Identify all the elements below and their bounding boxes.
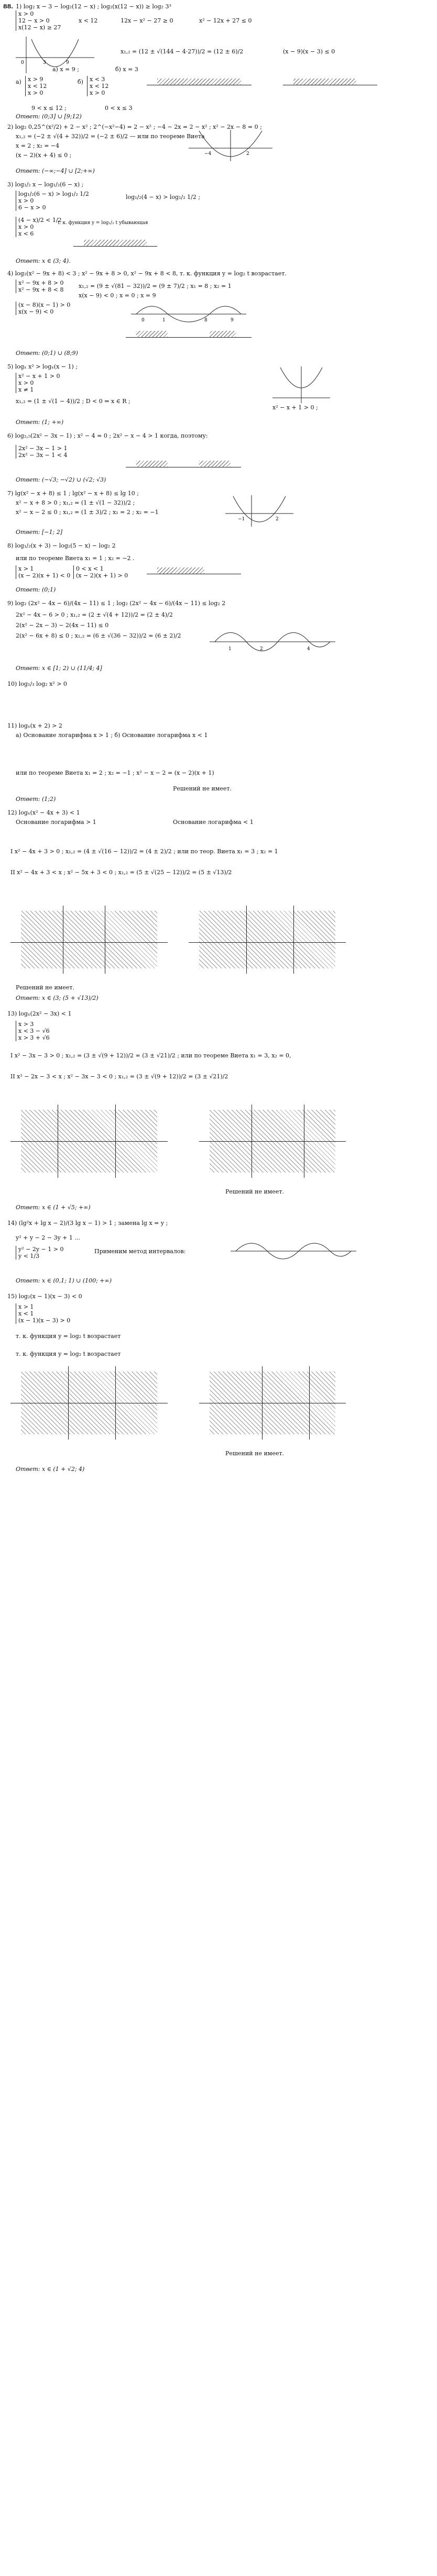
number-line-hatch <box>157 567 204 574</box>
problem-11-statement: 11) logₓ(x + 2) > 2 <box>7 722 62 729</box>
text-line: 12x − x² − 27 ≥ 0 <box>121 17 173 24</box>
system-line: x > 0 <box>18 197 34 204</box>
answer: Ответ: (0;3] ∪ [9;12) <box>16 113 82 120</box>
problem-12-statement: 12) logₓ(x² − 4x + 3) < 1 <box>7 809 80 816</box>
problem-10-statement: 10) log₁/₃ log₂ x² > 0 <box>7 681 67 687</box>
region-hatch <box>199 911 335 968</box>
problem-1-statement: 1) log₂ x − 3 − log₂(12 − x) ; log₂(x(12 − x)) ≥ log₂ 3³ <box>16 3 171 10</box>
tick-label: 1 <box>162 318 166 323</box>
answer: Ответ: x ∈ [1; 2) ∪ (11/4; 4] <box>16 665 102 672</box>
text-line: 2(x² − 2x − 3) − 2(4x − 11) ≤ 0 <box>16 622 109 629</box>
text-line: Применим метод интервалов: <box>94 1248 186 1255</box>
guide-line <box>68 1366 69 1440</box>
text-line: б) x = 3 <box>115 66 138 73</box>
problem-8-statement: 8) log₁/₂(x + 3) − log₂(5 − x) − log₂ 2 <box>7 542 116 549</box>
system-line: (x − 8)(x − 1) > 0 <box>18 302 71 308</box>
text-line: 0 < x ≤ 3 <box>105 105 133 111</box>
text-line: a) Основание логарифма x > 1 ; б) Основание логарифма x < 1 <box>16 732 208 739</box>
number-line-hatch <box>136 461 168 467</box>
region-hatch <box>21 911 157 968</box>
tick-label: 9 <box>231 318 234 323</box>
system-line: x > 3 <box>18 1021 34 1028</box>
text-line: II x² − 2x − 3 < x ; x² − 3x − 3 < 0 ; x₁,₂ = (3 ± √(9 + 12))/2 = (3 ± √21)/2 <box>10 1073 228 1080</box>
text-line: x₁,₂ = (9 ± √(81 − 32))/2 = (9 ± 7)/2 ; x₁ = 8 ; x₂ = 1 <box>79 283 232 289</box>
system-line: x² − x + 1 > 0 <box>18 373 60 380</box>
number-line-hatch <box>136 331 168 337</box>
text-line: t. к. функция y = log₁/₂ t убывающая <box>58 220 148 226</box>
text-line: Основание логарифма < 1 <box>173 819 254 826</box>
answer: Ответ: (1; +∞) <box>16 419 64 426</box>
problem-13-statement: 13) logₓ(2x² − 3x) < 1 <box>7 1010 72 1017</box>
answer: Ответ: x ∈ (1 + √2; 4) <box>16 1466 85 1473</box>
system-line: x > 0 <box>90 90 105 96</box>
system-line: x(12 − x) ≥ 27 <box>18 24 61 31</box>
number-line <box>10 1141 168 1142</box>
system-13 <box>16 1021 50 1041</box>
text-line: Решений не имеет. <box>225 1450 284 1457</box>
case-label: a) <box>16 79 21 85</box>
text-line: x² − x + 8 > 0 ; x₁,₂ = (1 ± √(1 − 32))/2 ; <box>16 499 135 506</box>
number-line <box>126 337 252 338</box>
tick-label: 0 <box>21 60 24 65</box>
system-line: x < 3 − √6 <box>18 1028 50 1034</box>
answer: Ответ: (1;2) <box>16 796 56 802</box>
text-line: x < 12 <box>79 17 98 24</box>
system-line: x ≠ 1 <box>18 386 34 393</box>
case-label: б) <box>78 79 83 85</box>
text-line: 2(x² − 6x + 8) ≤ 0 ; x₁,₂ = (6 ± √(36 − 32))/2 = (6 ± 2)/2 <box>16 632 181 639</box>
system-case-b <box>87 76 108 96</box>
problem-6-statement: 6) log₂,₅(2x² − 3x − 1) ; x² − 4 = 0 ; 2x² − x − 4 > 1 когда, поэтому: <box>7 432 208 439</box>
system-4a <box>16 280 63 293</box>
text-line: т. к. функция y = log₂ t возрастает <box>16 1351 121 1357</box>
number-line <box>10 942 168 943</box>
system-4b <box>16 302 70 315</box>
text-line: a) x = 9 ; <box>52 66 79 73</box>
problem-14-statement: 14) (lg²x + lg x − 2)/(3 lg x − 1) > 1 ; замена lg x = y ; <box>7 1220 168 1226</box>
text-line: x² − x + 1 > 0 ; <box>272 404 318 411</box>
number-line-hatch <box>199 461 231 467</box>
text-line: x² − x − 2 ≤ 0 ; x₁,₂ = (1 ± 3)/2 ; x₁ = 2 ; x₂ = −1 <box>16 509 159 516</box>
interval-graph-14 <box>231 1235 356 1262</box>
text-line: x₁,₂ = (−2 ± √(4 + 32))/2 = (−2 ± 6)/2 — или по теореме Виета <box>16 133 205 140</box>
system-line: 2x² − 3x − 1 > 1 <box>18 445 68 452</box>
system-line: x(x − 9) < 0 <box>18 308 54 315</box>
interval-graph-4 <box>131 298 246 325</box>
tick-label: 2 <box>246 151 249 157</box>
text-line: или по теореме Виета x₁ = 1 ; x₂ = −2 . <box>16 555 135 562</box>
system-line: (x − 2)(x + 1) < 0 <box>18 572 71 579</box>
system-line: 0 < x < 1 <box>76 565 104 572</box>
system-line: (x − 2)(x + 1) > 0 <box>76 572 128 579</box>
number-line-hatch <box>293 79 356 85</box>
system-14 <box>16 1246 63 1259</box>
problem-2-statement: 2) log₂ 0,25^(x²/2) + 2 − x² ; 2^(−x²−4) = 2 − x² ; −4 − 2x = 2 − x² ; x² − 2x − 8 = 0 ; <box>7 124 262 130</box>
text-line: I x² − 3x − 3 > 0 ; x₁,₂ = (3 ± √(9 + 12))/2 = (3 ± √21)/2 ; или по теореме Виета x₁ = 3, x₂ = 0, <box>10 1052 291 1059</box>
text-line: Основание логарифма > 1 <box>16 819 96 826</box>
system-line: x < 12 <box>90 83 109 90</box>
problem-9-statement: 9) log₂ (2x² − 4x − 6)/(4x − 11) ≤ 1 ; log₂ (2x² − 4x − 6)/(4x − 11) ≤ log₂ 2 <box>7 600 226 607</box>
guide-line <box>309 1366 310 1440</box>
problem-5-statement: 5) logₓ x² > logₓ(x − 1) ; <box>7 363 78 370</box>
tick-label: −4 <box>204 151 212 157</box>
system-line: x > 9 <box>28 76 43 83</box>
text-line: Решений не имеет. <box>16 984 74 991</box>
problem-number: 88. <box>3 3 14 10</box>
parabola-graph-7 <box>225 495 293 527</box>
system-line: x < 1 <box>18 1310 34 1317</box>
text-line: Решений не имеет. <box>225 1188 284 1195</box>
system-8b <box>73 565 128 579</box>
text-line: 9 < x ≤ 12 ; <box>31 105 67 111</box>
system-3a <box>16 191 89 211</box>
tick-label: 3 <box>43 60 46 65</box>
system-line: x² − 9x + 8 > 0 <box>18 280 64 286</box>
problem-15-statement: 15) log₂(x − 1)(x − 3) < 0 <box>7 1293 82 1300</box>
number-line <box>73 246 157 247</box>
number-line-hatch <box>84 240 147 246</box>
system-line: y < 1/3 <box>18 1253 40 1259</box>
system-case-a <box>25 76 47 96</box>
system-line: x > 1 <box>18 565 34 572</box>
text-line: log₁/₂(4 − x) > log₁/₂ 1/2 ; <box>126 194 201 200</box>
answer: Ответ: x ∈ (3; (5 + √13)/2) <box>16 995 99 1001</box>
tick-label: 8 <box>204 318 207 323</box>
problem-7-statement: 7) lg(x² − x + 8) ≤ 1 ; lg(x² − x + 8) ≤ lg 10 ; <box>7 490 139 497</box>
parabola-graph-5 <box>272 366 330 403</box>
system-line: x > 0 <box>28 90 43 96</box>
answer: Ответ: (0;1) ∪ (8;9) <box>16 350 78 356</box>
system-8a <box>16 565 70 579</box>
system-line: x > 0 <box>18 10 34 17</box>
system-line: x < 6 <box>18 230 34 237</box>
guide-line <box>115 1366 116 1440</box>
answer: Ответ: (−∞;−4] ∪ [2;+∞) <box>16 168 95 174</box>
number-line-hatch <box>210 331 236 337</box>
system-line: x < 3 <box>90 76 105 83</box>
text-line: x² − 12x + 27 ≤ 0 <box>199 17 252 24</box>
problem-4-statement: 4) log₂(x² − 9x + 8) < 3 ; x² − 9x + 8 > 0, x² − 9x + 8 < 8, т. к. функция y = log₂ t возрастает. <box>7 270 287 277</box>
text-line: x = 2 ; x₂ = −4 <box>16 142 60 149</box>
system-5 <box>16 373 60 393</box>
system-line: 6 − x > 0 <box>18 204 46 211</box>
tick-label: 9 <box>66 60 69 65</box>
problem-3-statement: 3) log₁/₂ x − log₁/₂(6 − x) ; <box>7 181 84 188</box>
tick-label: 2 <box>276 517 279 522</box>
tick-label: 4 <box>307 646 310 652</box>
tick-label: −1 <box>238 517 245 522</box>
text-line: y² + y − 2 − 3y + 1 ... <box>16 1234 80 1241</box>
system-line: x > 0 <box>18 380 34 386</box>
text-line: или по теореме Виета x₁ = 2 ; x₂ = −1 ; x² − x − 2 = (x − 2)(x + 1) <box>16 770 214 776</box>
system-15 <box>16 1303 70 1324</box>
system-line: x < 12 <box>28 83 47 90</box>
text-line: т. к. функция y = log₂ t возрастает <box>16 1333 121 1340</box>
text-line: (x − 2)(x + 4) ≤ 0 ; <box>16 152 72 159</box>
answer: Ответ: x ∈ (1 + √5; +∞) <box>16 1204 91 1211</box>
system-6 <box>16 445 67 459</box>
system-line: x > 0 <box>18 224 34 230</box>
system-line: x > 3 + √6 <box>18 1034 50 1041</box>
number-line <box>189 942 346 943</box>
guide-line <box>246 906 247 974</box>
system-line: (x − 1)(x − 3) > 0 <box>18 1317 71 1324</box>
system-line: (4 − x)/2 < 1/2 <box>18 217 62 224</box>
parabola-graph-2 <box>189 130 272 161</box>
answer: Ответ: x ∈ (0,1; 1) ∪ (100; +∞) <box>16 1277 112 1284</box>
tick-label: 0 <box>141 318 145 323</box>
text-line: 2x² − 4x − 6 > 0 ; x₁,₂ = (2 ± √(4 + 12))/2 = (2 ± 4)/2 <box>16 611 173 618</box>
number-line-hatch <box>157 79 241 85</box>
guide-line <box>115 1105 116 1178</box>
number-line <box>199 1141 346 1142</box>
system-line: log₁/₂(6 − x) > log₁/₂ 1/2 <box>18 191 89 197</box>
guide-line <box>293 906 294 974</box>
system-line: 2x² − 3x − 1 < 4 <box>18 452 68 459</box>
answer: Ответ: x ∈ (3; 4). <box>16 258 71 264</box>
text-line: x₁,₂ = (1 ± √(1 − 4))/2 ; D < 0 ⇒ x ∈ R ; <box>16 398 130 405</box>
interval-graph-9 <box>210 621 335 657</box>
system-1 <box>16 10 61 31</box>
guide-line <box>262 1366 263 1440</box>
answer: Ответ: [−1; 2] <box>16 529 62 536</box>
system-3b <box>16 217 62 237</box>
tick-label: 1 <box>228 646 232 652</box>
text-line: x(x − 9) < 0 ; x = 0 ; x = 9 <box>79 292 156 299</box>
system-line: 12 − x > 0 <box>18 17 50 24</box>
text-line: Решений не имеет. <box>173 785 232 792</box>
tick-label: 2 <box>260 646 263 652</box>
text-line: (x − 9)(x − 3) ≤ 0 <box>283 48 335 55</box>
system-line: y² − 2y − 1 > 0 <box>18 1246 64 1253</box>
text-line: II x² − 4x + 3 < x ; x² − 5x + 3 < 0 ; x₁,₂ = (5 ± √(25 − 12))/2 = (5 ± √13)/2 <box>10 869 232 876</box>
system-line: x > 1 <box>18 1303 34 1310</box>
answer: Ответ: (0;1) <box>16 586 56 593</box>
text-line: I x² − 4x + 3 > 0 ; x₁,₂ = (4 ± √(16 − 12))/2 = (4 ± 2)/2 ; или по теор. Виета x₁ = 3 ; x₂ = 1 <box>10 848 278 855</box>
text-line: x₁,₂ = (12 ± √(144 − 4·27))/2 = (12 ± 6)/2 <box>121 48 244 55</box>
answer: Ответ: (−√3; −√2) ∪ (√2; √3) <box>16 476 106 483</box>
system-line: x² − 9x + 8 < 8 <box>18 286 64 293</box>
